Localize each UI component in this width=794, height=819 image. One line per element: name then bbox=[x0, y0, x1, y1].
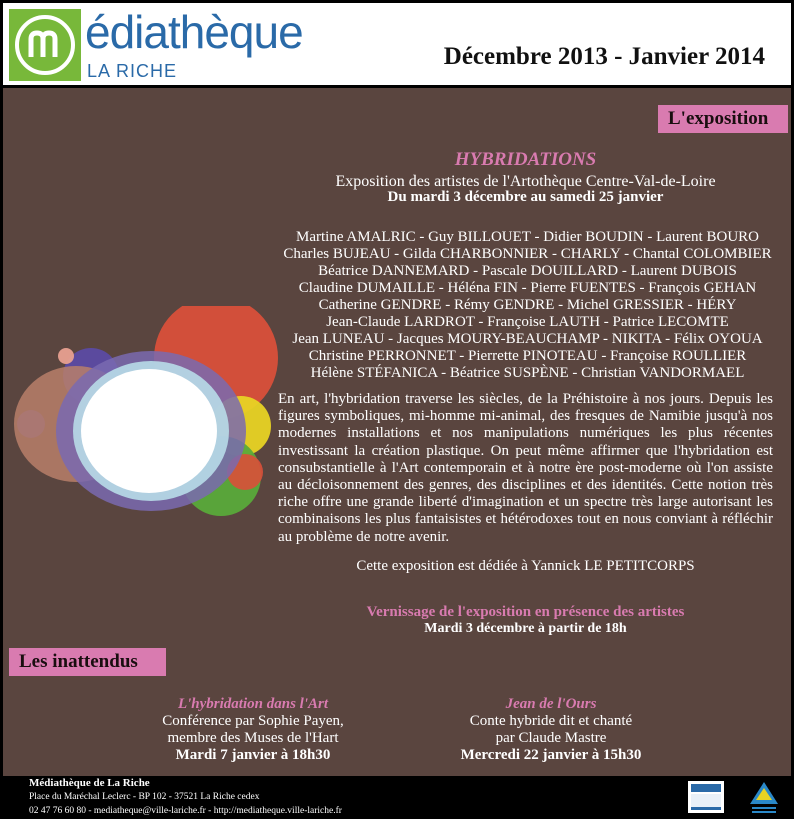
header-panel bbox=[3, 3, 791, 85]
logo-subtitle: LA RICHE bbox=[87, 61, 178, 81]
main-content bbox=[3, 88, 791, 776]
exhibition-dates: Du mardi 3 décembre au samedi 25 janvier bbox=[387, 189, 664, 205]
artist-line: Jean-Claude LARDROT - Françoise LAUTH - Patrice LECOMTE bbox=[326, 314, 729, 330]
footer-name: Médiathèque de La Riche bbox=[29, 777, 150, 789]
footer bbox=[0, 776, 794, 819]
logo-wordmark: édiathèque bbox=[85, 6, 303, 58]
hybrid-bubbles-artwork bbox=[11, 306, 286, 546]
artist-line: Béatrice DANNEMARD - Pascale DOUILLARD - Laurent DUBOIS bbox=[318, 263, 737, 279]
event-title: L'hybridation dans l'Art bbox=[177, 696, 329, 712]
exhibition-subtitle: Exposition des artistes de l'Artothèque Centre-Val-de-Loire bbox=[335, 173, 716, 190]
event-line: par Claude Mastre bbox=[495, 730, 607, 746]
section-tag-inattendus: Les inattendus bbox=[9, 648, 166, 676]
artist-line: Charles BUJEAU - Gilda CHARBONNIER - CHARLY - Chantal COLOMBIER bbox=[283, 246, 772, 262]
event-line: membre des Muses de l'Hart bbox=[167, 730, 339, 746]
artist-line: Catherine GENDRE - Rémy GENDRE - Michel GRESSIER - HÉRY bbox=[318, 297, 737, 313]
vernissage-date: Mardi 3 décembre à partir de 18h bbox=[424, 621, 627, 636]
footer-contact: 02 47 76 60 80 - mediatheque@ville-lariche.fr - http://mediatheque.ville-lariche.fr bbox=[29, 806, 342, 816]
artotheque-logo-icon bbox=[688, 781, 724, 813]
exhibition-title: HYBRIDATIONS bbox=[454, 149, 597, 170]
event-card bbox=[143, 696, 363, 764]
exhibition-description: En art, l'hybridation traverse les siècles, de la Préhistoire à nos jours. Depuis les figures symboliques, mi-homme mi-animal, des fresques de Namibie jusqu'à nos modernes installations et nos manipulations numériques les plus récentes investissant la création plastique. On peut même affirmer que l'hybridation est consubstantielle à l'Art contemporain et à notre ère post-moderne où l'on assiste au décloisonnement des genres, des disciplines et des identités. Cette notion très riche offre une grande liberté d'imagination et un spectre très large autorisant les combinaisons les plus fantaisistes et hétérodoxes tout en nous conviant à réfléchir au problème de notre avenir. bbox=[278, 391, 773, 545]
event-line: Conte hybride dit et chanté bbox=[469, 713, 633, 729]
footer-address: Place du Maréchal Leclerc - BP 102 - 37521 La Riche cedex bbox=[29, 792, 260, 802]
dedication-text: Cette exposition est dédiée à Yannick LE PETITCORPS bbox=[356, 558, 695, 574]
event-line: Conférence par Sophie Payen, bbox=[162, 713, 344, 729]
event-date: Mercredi 22 janvier à 15h30 bbox=[460, 747, 642, 763]
header bbox=[0, 0, 794, 88]
vernissage-title: Vernissage de l'exposition en présence des artistes bbox=[366, 604, 685, 620]
artist-line: Christine PERRONNET - Pierrette PINOTEAU - Françoise ROULLIER bbox=[308, 348, 747, 364]
event-title: Jean de l'Ours bbox=[505, 696, 597, 712]
event-date: Mardi 7 janvier à 18h30 bbox=[175, 747, 331, 763]
section-tag-exposition: L'exposition bbox=[658, 105, 788, 133]
la-riche-city-logo-icon bbox=[748, 780, 780, 814]
artist-line: Hélène STÉFANICA - Béatrice SUSPÈNE - Christian VANDORMAEL bbox=[310, 365, 745, 381]
logo-m-icon bbox=[9, 9, 81, 81]
artist-line: Claudine DUMAILLE - Héléna FIN - Pierre FUENTES - François GEHAN bbox=[298, 280, 757, 296]
artist-list bbox=[275, 229, 780, 382]
event-card bbox=[441, 696, 661, 764]
period-title: Décembre 2013 - Janvier 2014 bbox=[443, 43, 765, 70]
artist-line: Jean LUNEAU - Jacques MOURY-BEAUCHAMP - NIKITA - Félix OYOUA bbox=[292, 331, 763, 347]
artist-line: Martine AMALRIC - Guy BILLOUET - Didier BOUDIN - Laurent BOURO bbox=[296, 229, 759, 245]
